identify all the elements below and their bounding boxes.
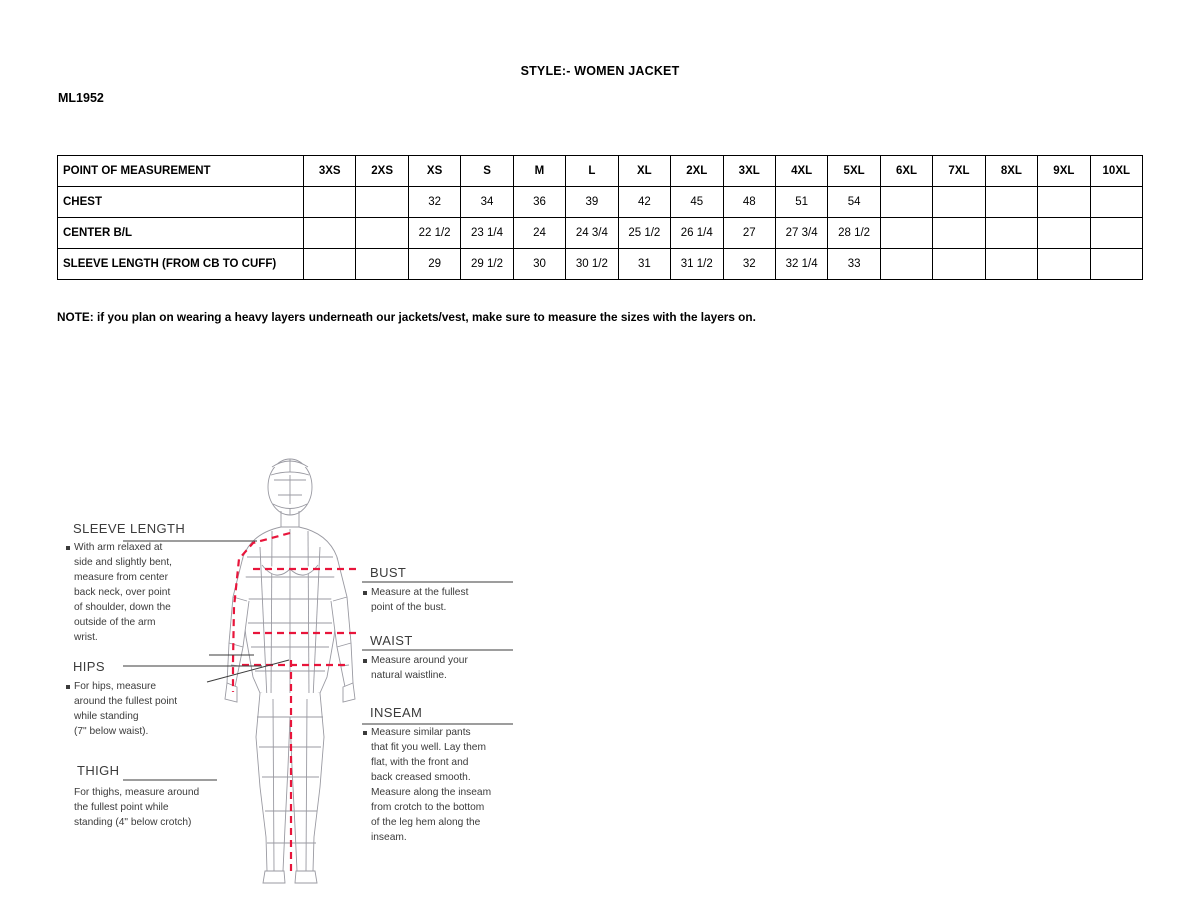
cell-sleeve-2xs xyxy=(356,249,408,280)
cell-centerbl-m: 24 xyxy=(513,218,565,249)
cell-chest-8xl xyxy=(985,187,1037,218)
cell-chest-xl: 42 xyxy=(618,187,670,218)
cell-sleeve-10xl xyxy=(1090,249,1142,280)
cell-chest-s: 34 xyxy=(461,187,513,218)
thigh-line-3: standing (4" below crotch) xyxy=(74,817,192,828)
waist-line-1: Measure around your xyxy=(371,655,468,666)
cell-sleeve-xl: 31 xyxy=(618,249,670,280)
bust-line-2: point of the bust. xyxy=(371,602,447,613)
cell-chest-6xl xyxy=(880,187,932,218)
cell-centerbl-2xs xyxy=(356,218,408,249)
cell-chest-2xl: 45 xyxy=(671,187,723,218)
inseam-line-7: of the leg hem along the xyxy=(371,817,481,828)
bullet-icon xyxy=(66,685,70,689)
hips-heading: HIPS xyxy=(73,659,105,674)
sleeve-length-line-5: of shoulder, down the xyxy=(74,602,171,613)
column-header-point-of-measurement: POINT OF MEASUREMENT xyxy=(58,156,304,187)
sleeve-length-line-7: wrist. xyxy=(74,632,98,643)
label-sleeve-length xyxy=(66,521,185,643)
cell-sleeve-l: 30 1/2 xyxy=(566,249,618,280)
column-header-9xl: 9XL xyxy=(1038,156,1090,187)
cell-sleeve-6xl xyxy=(880,249,932,280)
hips-line-3: while standing xyxy=(74,711,139,722)
bullet-icon xyxy=(66,546,70,550)
thigh-heading: THIGH xyxy=(77,763,120,778)
cell-sleeve-s: 29 1/2 xyxy=(461,249,513,280)
column-header-10xl: 10XL xyxy=(1090,156,1142,187)
column-header-3xs: 3XS xyxy=(304,156,356,187)
size-chart-table xyxy=(57,155,1143,280)
cell-chest-3xs xyxy=(304,187,356,218)
sleeve-length-line-6: outside of the arm xyxy=(74,617,156,628)
waist-heading: WAIST xyxy=(370,633,413,648)
label-waist xyxy=(363,633,468,681)
thigh-line-2: the fullest point while xyxy=(74,802,169,813)
cell-sleeve-3xl: 32 xyxy=(723,249,775,280)
bust-heading: BUST xyxy=(370,565,407,580)
cell-chest-3xl: 48 xyxy=(723,187,775,218)
bullet-icon xyxy=(363,591,367,595)
style-code: ML1952 xyxy=(58,91,104,105)
column-header-8xl: 8XL xyxy=(985,156,1037,187)
bullet-icon xyxy=(363,659,367,663)
table-row xyxy=(58,218,1143,249)
inseam-line-6: from crotch to the bottom xyxy=(371,802,485,813)
cell-sleeve-4xl: 32 1/4 xyxy=(775,249,827,280)
sleeve-length-line-4: back neck, over point xyxy=(74,587,171,598)
page-title: STYLE:- WOMEN JACKET xyxy=(520,64,680,78)
cell-chest-2xs xyxy=(356,187,408,218)
hips-line-4: (7" below waist). xyxy=(74,726,149,737)
cell-sleeve-8xl xyxy=(985,249,1037,280)
measurement-guide-figure xyxy=(57,447,527,892)
column-header-xs: XS xyxy=(408,156,460,187)
sleeve-length-line-2: side and slightly bent, xyxy=(74,557,172,568)
cell-sleeve-xs: 29 xyxy=(408,249,460,280)
thigh-line-1: For thighs, measure around xyxy=(74,787,200,798)
cell-sleeve-9xl xyxy=(1038,249,1090,280)
row-label-chest: CHEST xyxy=(58,187,304,218)
sleeve-length-heading: SLEEVE LENGTH xyxy=(73,521,186,536)
cell-sleeve-3xs xyxy=(304,249,356,280)
bust-line-1: Measure at the fullest xyxy=(371,587,469,598)
table-row xyxy=(58,187,1143,218)
cell-centerbl-7xl xyxy=(933,218,985,249)
table-row xyxy=(58,249,1143,280)
cell-chest-m: 36 xyxy=(513,187,565,218)
cell-centerbl-xs: 22 1/2 xyxy=(408,218,460,249)
column-header-s: S xyxy=(461,156,513,187)
column-header-3xl: 3XL xyxy=(723,156,775,187)
cell-centerbl-2xl: 26 1/4 xyxy=(671,218,723,249)
hips-line-2: around the fullest point xyxy=(74,696,178,707)
cell-chest-4xl: 51 xyxy=(775,187,827,218)
cell-centerbl-6xl xyxy=(880,218,932,249)
inseam-heading: INSEAM xyxy=(370,705,423,720)
cell-chest-7xl xyxy=(933,187,985,218)
column-header-2xs: 2XS xyxy=(356,156,408,187)
cell-centerbl-3xs xyxy=(304,218,356,249)
cell-chest-5xl: 54 xyxy=(828,187,880,218)
inseam-line-5: Measure along the inseam xyxy=(371,787,492,798)
inseam-line-1: Measure similar pants xyxy=(371,727,471,738)
cell-sleeve-7xl xyxy=(933,249,985,280)
inseam-line-8: inseam. xyxy=(371,832,407,843)
table-header-row xyxy=(58,156,1143,187)
row-label-center-bl: CENTER B/L xyxy=(58,218,304,249)
row-label-sleeve-length: SLEEVE LENGTH (FROM CB TO CUFF) xyxy=(58,249,304,280)
column-header-2xl: 2XL xyxy=(671,156,723,187)
cell-sleeve-2xl: 31 1/2 xyxy=(671,249,723,280)
hips-line-1: For hips, measure xyxy=(74,681,157,692)
cell-chest-10xl xyxy=(1090,187,1142,218)
cell-centerbl-3xl: 27 xyxy=(723,218,775,249)
cell-centerbl-5xl: 28 1/2 xyxy=(828,218,880,249)
label-inseam xyxy=(363,705,491,843)
cell-sleeve-m: 30 xyxy=(513,249,565,280)
cell-centerbl-l: 24 3/4 xyxy=(566,218,618,249)
bullet-icon xyxy=(363,731,367,735)
column-header-5xl: 5XL xyxy=(828,156,880,187)
sleeve-length-line-3: measure from center xyxy=(74,572,168,583)
sleeve-length-line-1: With arm relaxed at xyxy=(74,542,163,553)
label-thigh xyxy=(74,763,199,828)
cell-centerbl-10xl xyxy=(1090,218,1142,249)
column-header-m: M xyxy=(513,156,565,187)
cell-chest-9xl xyxy=(1038,187,1090,218)
cell-chest-xs: 32 xyxy=(408,187,460,218)
inseam-line-2: that fit you well. Lay them xyxy=(371,742,486,753)
column-header-7xl: 7XL xyxy=(933,156,985,187)
label-bust xyxy=(363,565,469,613)
cell-centerbl-9xl xyxy=(1038,218,1090,249)
inseam-line-3: flat, with the front and xyxy=(371,757,469,768)
column-header-4xl: 4XL xyxy=(775,156,827,187)
cell-centerbl-xl: 25 1/2 xyxy=(618,218,670,249)
measurement-note: NOTE: if you plan on wearing a heavy layers underneath our jackets/vest, make sure to measure the sizes with the layers on. xyxy=(57,310,756,324)
column-header-xl: XL xyxy=(618,156,670,187)
cell-centerbl-4xl: 27 3/4 xyxy=(775,218,827,249)
cell-chest-l: 39 xyxy=(566,187,618,218)
waist-line-2: natural waistline. xyxy=(371,670,447,681)
cell-centerbl-8xl xyxy=(985,218,1037,249)
label-hips xyxy=(66,659,177,737)
column-header-6xl: 6XL xyxy=(880,156,932,187)
cell-sleeve-5xl: 33 xyxy=(828,249,880,280)
inseam-line-4: back creased smooth. xyxy=(371,772,471,783)
cell-centerbl-s: 23 1/4 xyxy=(461,218,513,249)
column-header-l: L xyxy=(566,156,618,187)
